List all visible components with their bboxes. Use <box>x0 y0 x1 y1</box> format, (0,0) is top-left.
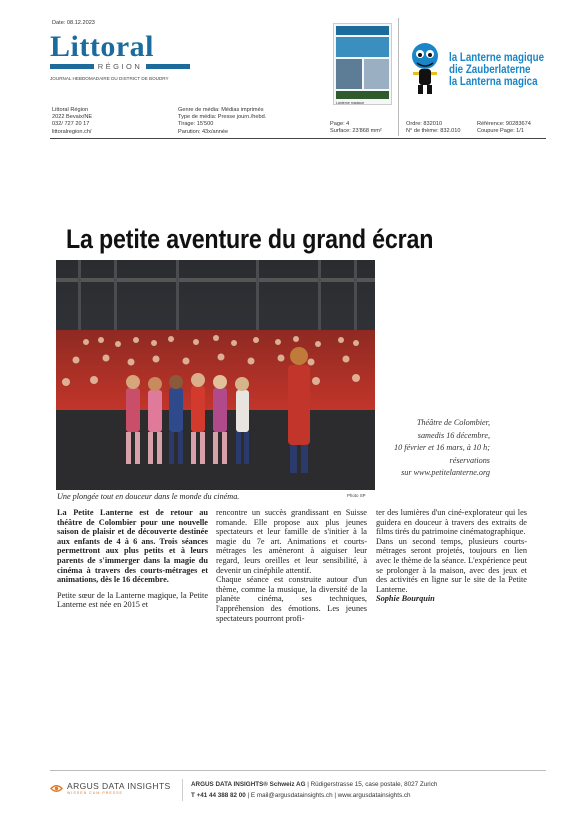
event-info-dates2: 10 février et 16 mars, à 10 h; <box>394 443 490 452</box>
event-info-booking: réservations <box>449 455 490 465</box>
event-info-venue: Théâtre de Colombier, <box>416 418 490 427</box>
clipping-date: Date: 08.12.2023 <box>52 20 95 26</box>
meta-publication-address: 2022 Bevaix/NE <box>52 114 93 121</box>
meta-clipping-page: Coupure Page: 1/1 <box>477 128 524 135</box>
footer-address: | Rüdigerstrasse 15, case postale, 8027 Zurich <box>305 781 438 788</box>
lanterne-mascot-icon <box>405 38 445 98</box>
argus-logo <box>50 781 171 795</box>
lanterne-logo-text <box>449 52 561 88</box>
meta-col-reference <box>477 121 531 135</box>
littoral-logo <box>50 30 190 81</box>
footer-company: ARGUS DATA INSIGHTS® Schweiz AG <box>191 781 306 788</box>
event-info-date1: samedis 16 décembre, <box>417 430 490 440</box>
article-paragraph-4: ter des lumières d'un ciné-explorateur qui les guidera en douceur à travers des extraits de films tirés du patrimoine cinématographique. <box>376 508 527 537</box>
photo-caption: Une plongée tout en douceur dans le monde du cinéma. <box>57 492 240 501</box>
argus-eye-icon <box>50 784 63 793</box>
meta-col-page <box>330 121 382 135</box>
lanterne-logo-line-fr: la Lanterne magique <box>449 52 545 64</box>
thumbnail-caption: Lanterne magique <box>336 101 365 105</box>
page-thumbnail <box>333 23 392 105</box>
lanterne-logo-line-de: die Zauberlaterne <box>449 64 531 76</box>
article-column-2 <box>216 508 367 629</box>
article-paragraph-5: Dans un second temps, plusieurs courts-métrages seront projetés, toujours en lien avec le thème de la séance. L'expérience peut se prolonger à la maison, avec des jeux et des activités en ligne sur le site de la Petite Lanterne. <box>376 536 527 594</box>
meta-media-type: Type de média: Presse journ./hebd. <box>178 114 267 121</box>
meta-publication-url: littoralregion.ch/ <box>52 128 92 135</box>
header-rule <box>50 138 546 139</box>
event-info-website: sur www.petitelanterne.org <box>401 468 490 477</box>
logo-tagline: JOURNAL HEBDOMADAIRE DU DISTRICT DE BOUDRY <box>50 76 169 81</box>
lanterne-logo-line-it: la Lanterna magica <box>449 76 538 88</box>
footer-contact <box>191 780 437 801</box>
meta-col-order <box>406 121 460 135</box>
argus-brand-sub: WISSEN CUM PRESSE <box>67 791 123 795</box>
meta-publication-name: Littoral Région <box>52 107 89 113</box>
footer-rule <box>50 770 546 771</box>
footer-divider <box>182 779 183 801</box>
photo-credit: Photo SP <box>347 493 366 498</box>
article-author: Sophie Bourquin <box>376 594 435 604</box>
event-info <box>380 417 490 480</box>
meta-page: Page: 4 <box>330 121 350 127</box>
article-paragraph-3: Chaque séance est construite autour d'un thème, comme la musique, la diversité de la planète cinéma, ses techniques, l'appréhension des émotions. Les jeunes spectateurs pourront profi- <box>216 575 367 623</box>
meta-order: Ordre: 832010 <box>406 121 443 127</box>
meta-publication-phone: 032/ 727 20 17 <box>52 121 90 128</box>
article-headline: La petite aventure du grand écran <box>66 224 434 254</box>
meta-circulation: Tirage: 15'500 <box>178 121 214 128</box>
logo-bar-right <box>146 64 190 69</box>
article-photo <box>56 260 375 490</box>
logo-bar-left <box>50 64 94 69</box>
meta-frequency: Parution: 43x/année <box>178 128 229 135</box>
header-divider <box>398 18 399 136</box>
article-lead: La Petite Lanterne est de retour au théâtre de Colombier pour une nouvelle saison de plaisir et de découverte destinée aux enfants de 4 à 6 ans. Trois séances permettront aux plus petits et à leurs parents de s'immerger dans la magie du cinéma à travers des courts-métrages et animations, dès le 16 décembre. <box>57 508 208 585</box>
meta-col-publication <box>52 107 92 136</box>
article-column-3 <box>376 508 527 604</box>
logo-wordmark: Littoral <box>50 30 154 63</box>
meta-media-genre: Genre de média: Médias imprimés <box>178 107 264 113</box>
meta-theme-number: N° de thème: 832.010 <box>406 128 461 135</box>
logo-region: RÉGION <box>97 62 143 71</box>
meta-surface: Surface: 23'868 mm² <box>330 128 382 135</box>
meta-reference: Référence: 90283674 <box>477 121 531 127</box>
argus-brand: ARGUS DATA INSIGHTS <box>67 781 171 791</box>
article-paragraph-1: Petite sœur de la Lanterne magique, la Petite Lanterne est née en 2015 et <box>57 590 208 610</box>
footer-email-web: | E mail@argusdatainsights.ch | www.argusdatainsights.ch <box>245 791 411 799</box>
article-paragraph-2: rencontre un succès grandissant en Suisse romande. Elle propose aux plus jeunes spectateurs et leur famille de s'initier à la magie du 7e art. Animations et courts-métrages les amèneront à aiguiser leur regard, leurs oreilles et leur sensibilité, à devenir un cinéphile attentif. <box>216 508 367 575</box>
footer-phone: T +41 44 388 82 00 <box>191 791 246 799</box>
article-column-1 <box>57 508 208 616</box>
meta-col-media <box>178 107 266 136</box>
